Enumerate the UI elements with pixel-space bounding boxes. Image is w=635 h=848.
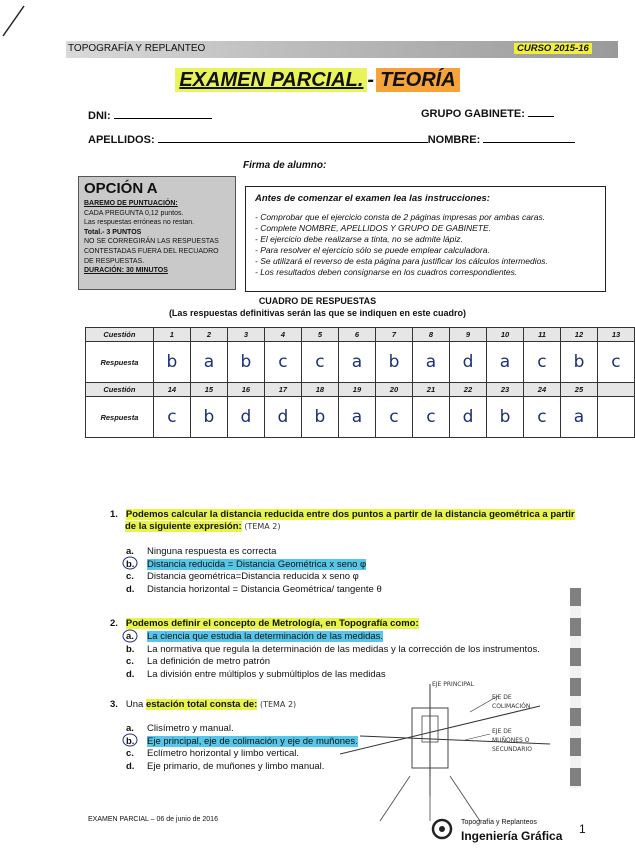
answer-cell: c bbox=[375, 397, 412, 438]
question-number: 2. bbox=[110, 618, 118, 629]
answers-title: CUADRO DE RESPUESTAS bbox=[258, 296, 377, 306]
question-prefix: Una bbox=[125, 699, 146, 710]
question-number-cell: 1 bbox=[153, 328, 190, 342]
answer-cell: b bbox=[560, 342, 597, 383]
question-number-cell: 6 bbox=[338, 328, 375, 342]
question-text: estación total consta de: bbox=[145, 699, 258, 710]
question-number-cell bbox=[597, 383, 634, 397]
nombre-line bbox=[483, 142, 575, 143]
grupo-line bbox=[528, 116, 554, 117]
answer-cell: b bbox=[486, 397, 523, 438]
option-a[interactable] bbox=[126, 723, 358, 736]
question-1-cont bbox=[125, 521, 281, 532]
question-number-cell: 20 bbox=[375, 383, 412, 397]
question-2-options bbox=[126, 631, 540, 681]
question-number-cell: 24 bbox=[524, 383, 561, 397]
question-2 bbox=[110, 618, 419, 629]
question-label: Cuestión bbox=[86, 383, 154, 397]
question-number-cell: 18 bbox=[301, 383, 338, 397]
answer-cell: c bbox=[597, 342, 634, 383]
answer-cell: c bbox=[524, 397, 561, 438]
title-sep: - bbox=[367, 69, 375, 91]
answer-cell: d bbox=[227, 397, 264, 438]
sketch-label: EJE DE bbox=[492, 694, 512, 701]
question-number-cell: 8 bbox=[412, 328, 449, 342]
option-line: BAREMO DE PUNTUACIÓN: bbox=[84, 200, 178, 207]
answer-circle-icon bbox=[120, 732, 140, 748]
answer-cell: c bbox=[153, 397, 190, 438]
option-line: Las respuestas erróneas no restan. bbox=[84, 219, 195, 227]
answer-cell: b bbox=[227, 342, 264, 383]
question-number-cell: 22 bbox=[449, 383, 486, 397]
answer-cell: b bbox=[190, 397, 227, 438]
question-number-cell: 19 bbox=[338, 383, 375, 397]
option-title: OPCIÓN A bbox=[84, 180, 158, 197]
option-key: c. bbox=[126, 656, 134, 667]
option-line: DURACIÓN: 30 MINUTOS bbox=[84, 267, 168, 275]
option-key: d. bbox=[126, 760, 135, 772]
question-number: 1. bbox=[110, 509, 118, 520]
option-key: a. bbox=[126, 723, 134, 734]
answer-cell: b bbox=[375, 342, 412, 383]
answer-circle-icon bbox=[120, 555, 140, 571]
question-number-cell: 9 bbox=[449, 328, 486, 342]
question-number-cell: 7 bbox=[375, 328, 412, 342]
page-number: 1 bbox=[579, 822, 586, 836]
answer-cell: a bbox=[412, 342, 449, 383]
question-text: de la siguiente expresión: bbox=[125, 521, 242, 532]
answer-cell: c bbox=[301, 342, 338, 383]
instruction-line: - El ejercicio debe realizarse a tinta, no se admite lápiz. bbox=[255, 234, 463, 244]
question-number-cell: 16 bbox=[227, 383, 264, 397]
option-text: Eclímetro horizontal y limbo vertical. bbox=[147, 748, 300, 759]
answer-label: Respuesta bbox=[86, 397, 154, 438]
sketch-label: SECUNDARIO bbox=[492, 746, 532, 753]
question-number: 3. bbox=[110, 699, 118, 710]
instruction-line: - Los resultados deben consignarse en los cuadros correspondientes. bbox=[255, 267, 518, 277]
instruction-line: - Para resolver el ejercicio sólo se puede emplear calculadora. bbox=[255, 245, 490, 255]
option-a[interactable] bbox=[126, 546, 382, 559]
question-text: Podemos definir el concepto de Metrología, en Topografía como: bbox=[125, 618, 419, 629]
logo-small-text: Topografía y Replanteos bbox=[461, 819, 537, 826]
option-d[interactable] bbox=[126, 584, 382, 597]
answers-subtitle: (Las respuestas definitivas serán las que se indiquen en este cuadro) bbox=[168, 308, 467, 318]
option-key: d. bbox=[126, 583, 135, 595]
instruction-line: - Complete NOMBRE, APELLIDOS Y GRUPO DE GABINETE. bbox=[255, 223, 492, 233]
logo-icon bbox=[430, 818, 454, 840]
option-box bbox=[78, 176, 236, 290]
dni-label: DNI: bbox=[88, 110, 111, 122]
handwritten-note: (TEMA 2) bbox=[259, 700, 297, 709]
option-text: Eje primario, de muñones y limbo manual. bbox=[147, 760, 325, 772]
option-c[interactable] bbox=[126, 656, 540, 669]
option-key: b. bbox=[126, 643, 135, 655]
course-subject: TOPOGRAFÍA Y REPLANTEO bbox=[68, 43, 206, 54]
option-a[interactable] bbox=[126, 631, 540, 644]
apellidos-field[interactable] bbox=[88, 134, 575, 146]
option-line: CADA PREGUNTA 0,12 puntos. bbox=[84, 209, 184, 217]
option-line: NO SE CORREGIRÁN LAS RESPUESTAS bbox=[84, 238, 219, 246]
option-text: La definición de metro patrón bbox=[147, 656, 271, 667]
option-c[interactable] bbox=[126, 748, 358, 761]
option-key: c. bbox=[126, 748, 134, 759]
option-line: DE RESPUESTAS. bbox=[84, 257, 145, 265]
option-text: Eje principal, eje de colimación y eje de muñones. bbox=[147, 735, 358, 747]
answer-cell: d bbox=[449, 342, 486, 383]
question-1 bbox=[110, 509, 575, 520]
answer-cell: b bbox=[153, 342, 190, 383]
answer-cell: a bbox=[338, 397, 375, 438]
answer-cell: d bbox=[449, 397, 486, 438]
apellidos-label: APELLIDOS: bbox=[88, 134, 155, 146]
dni-line bbox=[114, 118, 212, 119]
sketch-label: EJE PRINCIPAL bbox=[432, 681, 474, 688]
question-number-cell: 14 bbox=[153, 383, 190, 397]
question-number-cell: 10 bbox=[486, 328, 523, 342]
option-text: La ciencia que estudia la determinación de las medidas. bbox=[147, 631, 384, 642]
footer-left: EXAMEN PARCIAL – 06 de junio de 2016 bbox=[88, 816, 218, 823]
grupo-label: GRUPO GABINETE: bbox=[421, 108, 525, 120]
instruction-line: - Comprobar que el ejercicio consta de 2 páginas impresas por ambas caras. bbox=[255, 212, 546, 222]
total-station-sketch bbox=[340, 676, 570, 826]
option-text: La normativa que regula la determinación de las medidas y la corrección de los instrumentos. bbox=[147, 643, 540, 655]
page-title bbox=[0, 69, 635, 92]
question-number-cell: 11 bbox=[524, 328, 561, 342]
instructions-box bbox=[245, 186, 606, 292]
option-key: a. bbox=[126, 631, 134, 642]
handwritten-note: (TEMA 2) bbox=[244, 522, 281, 531]
pen-mark bbox=[0, 0, 30, 40]
answer-cell: a bbox=[190, 342, 227, 383]
answer-cell: c bbox=[524, 342, 561, 383]
answer-circle-icon bbox=[120, 628, 140, 644]
answer-cell: c bbox=[264, 342, 301, 383]
question-1-options bbox=[126, 546, 382, 596]
sketch-label: COLIMACIÓN bbox=[492, 703, 531, 710]
question-number-cell: 2 bbox=[190, 328, 227, 342]
option-key: b. bbox=[126, 735, 135, 747]
option-b[interactable] bbox=[126, 559, 382, 572]
option-text: Distancia geométrica=Distancia reducida x seno φ bbox=[147, 571, 359, 582]
dni-field[interactable] bbox=[88, 110, 212, 122]
question-text: Podemos calcular la distancia reducida entre dos puntos a partir de la distancia geométrica a partir bbox=[125, 509, 575, 520]
course-year: CURSO 2015-16 bbox=[514, 43, 592, 54]
apellidos-line bbox=[158, 142, 428, 143]
sketch-label: EJE DE bbox=[492, 728, 512, 735]
option-text: Ninguna respuesta es correcta bbox=[147, 546, 277, 557]
answer-cell: c bbox=[412, 397, 449, 438]
option-b[interactable] bbox=[126, 736, 358, 749]
sketch-label: MUÑONES O bbox=[492, 737, 530, 744]
title-exam: EXAMEN PARCIAL. bbox=[175, 68, 367, 92]
instructions-title: Antes de comenzar el examen lea las instrucciones: bbox=[255, 193, 490, 204]
option-key: b. bbox=[126, 558, 135, 570]
question-number-cell: 12 bbox=[560, 328, 597, 342]
question-number-cell: 5 bbox=[301, 328, 338, 342]
answer-cell: b bbox=[301, 397, 338, 438]
question-number-cell: 21 bbox=[412, 383, 449, 397]
instruction-line: - Se utilizará el reverso de esta página para justificar los cálculos intermedios. bbox=[255, 256, 548, 266]
answer-cell: a bbox=[338, 342, 375, 383]
option-text: Distancia reducida = Distancia Geométrica x seno φ bbox=[147, 558, 367, 570]
option-d[interactable] bbox=[126, 761, 358, 774]
option-line: CONTESTADAS FUERA DEL RECUADRO bbox=[84, 247, 219, 255]
question-number-cell: 13 bbox=[597, 328, 634, 342]
survey-pole-strip bbox=[570, 588, 581, 788]
question-number-cell: 15 bbox=[190, 383, 227, 397]
answer-label: Respuesta bbox=[86, 342, 154, 383]
question-number-cell: 17 bbox=[264, 383, 301, 397]
option-key: d. bbox=[126, 668, 135, 680]
answer-cell: a bbox=[560, 397, 597, 438]
option-b[interactable] bbox=[126, 644, 540, 657]
grupo-field[interactable] bbox=[421, 108, 554, 120]
option-text: Clisímetro y manual. bbox=[147, 723, 234, 734]
nombre-label: NOMBRE: bbox=[427, 134, 481, 146]
option-text: Distancia horizontal = Distancia Geométrica/ tangente θ bbox=[147, 583, 382, 595]
question-number-cell: 3 bbox=[227, 328, 264, 342]
answers-table bbox=[85, 327, 635, 438]
signature-label: Firma de alumno: bbox=[243, 160, 327, 171]
question-number-cell: 23 bbox=[486, 383, 523, 397]
answer-cell: d bbox=[264, 397, 301, 438]
answer-cell: a bbox=[486, 342, 523, 383]
question-3 bbox=[110, 699, 296, 710]
question-label: Cuestión bbox=[86, 328, 154, 342]
question-number-cell: 25 bbox=[560, 383, 597, 397]
title-theory: TEORÍA bbox=[376, 68, 460, 92]
question-number-cell: 4 bbox=[264, 328, 301, 342]
option-text: La división entre múltiplos y submúltiplos de las medidas bbox=[147, 668, 386, 680]
option-c[interactable] bbox=[126, 571, 382, 584]
option-key: a. bbox=[126, 546, 134, 557]
option-key: c. bbox=[126, 571, 134, 582]
option-line: Total.- 3 PUNTOS bbox=[84, 228, 142, 236]
answer-cell bbox=[597, 397, 634, 438]
question-3-options bbox=[126, 723, 358, 773]
logo-big-text: Ingeniería Gráfica bbox=[461, 829, 563, 843]
